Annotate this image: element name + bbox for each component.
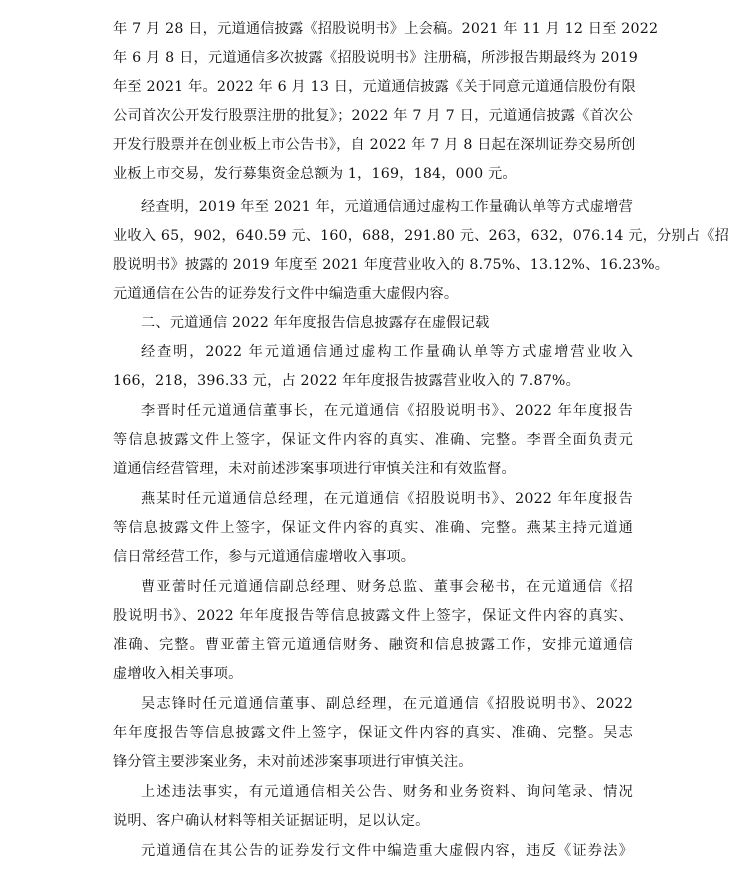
paragraph-line: 道通信经营管理，未对前述涉案事项进行审慎关注和有效监督。 [113,461,516,477]
paragraph-line: 锋分管主要涉案业务，未对前述涉案事项进行审慎关注。 [113,754,473,770]
paragraph-line: 股说明书》披露的 2019 年度至 2021 年度营业收入的 8.75%、13.12%、16.23%。 [113,257,670,273]
paragraph-line: 经查明，2019 年至 2021 年，元道通信通过虚构工作量确认单等方式虚增营 [141,199,633,215]
paragraph-line: 虚增收入相关事项。 [113,666,243,682]
paragraph-line: 公司首次公开发行股票注册的批复》；2022 年 7 月 7 日，元道通信披露《首次公 [113,108,633,124]
paragraph-line: 元道通信在公告的证券发行文件中编造重大虚假内容。 [113,286,459,302]
paragraph-line: 年至 2021 年。2022 年 6 月 13 日，元道通信披露《关于同意元道通信股份有限 [113,79,636,95]
paragraph-line: 曹亚蕾时任元道通信副总经理、财务总监、董事会秘书，在元道通信《招 [141,579,633,595]
paragraph-line: 准确、完整。曹亚蕾主管元道通信财务、融资和信息披露工作，安排元道通信 [113,637,633,653]
section-heading: 二、元道通信 2022 年年度报告信息披露存在虚假记载 [141,315,490,331]
paragraph-line: 等信息披露文件上签字，保证文件内容的真实、准确、完整。燕某主持元道通 [113,520,633,536]
paragraph-line: 燕某时任元道通信总经理，在元道通信《招股说明书》、2022 年年度报告 [141,491,633,507]
paragraph-line: 说明、客户确认材料等相关证据证明，足以认定。 [113,813,430,829]
paragraph-line: 开发行股票并在创业板上市公告书》，自 2022 年 7 月 8 日起在深圳证券交易所创 [113,137,636,153]
paragraph-line: 上述违法事实，有元道通信相关公告、财务和业务资料、询问笔录、情况 [141,784,633,800]
paragraph-line: 经查明，2022 年元道通信通过虚构工作量确认单等方式虚增营业收入 [141,344,633,360]
paragraph-line: 166，218，396.33 元，占 2022 年年度报告披露营业收入的 7.87%。 [113,373,580,389]
paragraph-line: 业板上市交易，发行募集资金总额为 1，169，184，000 元。 [113,166,517,182]
paragraph-line: 业收入 65，902，640.59 元、160，688，291.80 元、263，632，076.14 元，分别占《招 [113,228,729,244]
paragraph-line: 吴志锋时任元道通信董事、副总经理，在元道通信《招股说明书》、2022 [141,696,633,712]
paragraph-line: 年 6 月 8 日，元道通信多次披露《招股说明书》注册稿，所涉报告期最终为 2019 [113,50,638,66]
paragraph-line: 元道通信在其公告的证券发行文件中编造重大虚假内容，违反《证券法》 [141,843,633,859]
paragraph-line: 信日常经营工作，参与元道通信虚增收入事项。 [113,549,416,565]
paragraph-line: 年年度报告等信息披露文件上签字，保证文件内容的真实、准确、完整。吴志 [113,725,633,741]
paragraph-line: 年 7 月 28 日，元道通信披露《招股说明书》上会稿。2021 年 11 月 12 日至 2022 [113,21,659,37]
paragraph-line: 股说明书》、2022 年年度报告等信息披露文件上签字，保证文件内容的真实、 [113,608,633,624]
paragraph-line: 等信息披露文件上签字，保证文件内容的真实、准确、完整。李晋全面负责元 [113,432,633,448]
paragraph-line: 李晋时任元道通信董事长，在元道通信《招股说明书》、2022 年年度报告 [141,403,633,419]
